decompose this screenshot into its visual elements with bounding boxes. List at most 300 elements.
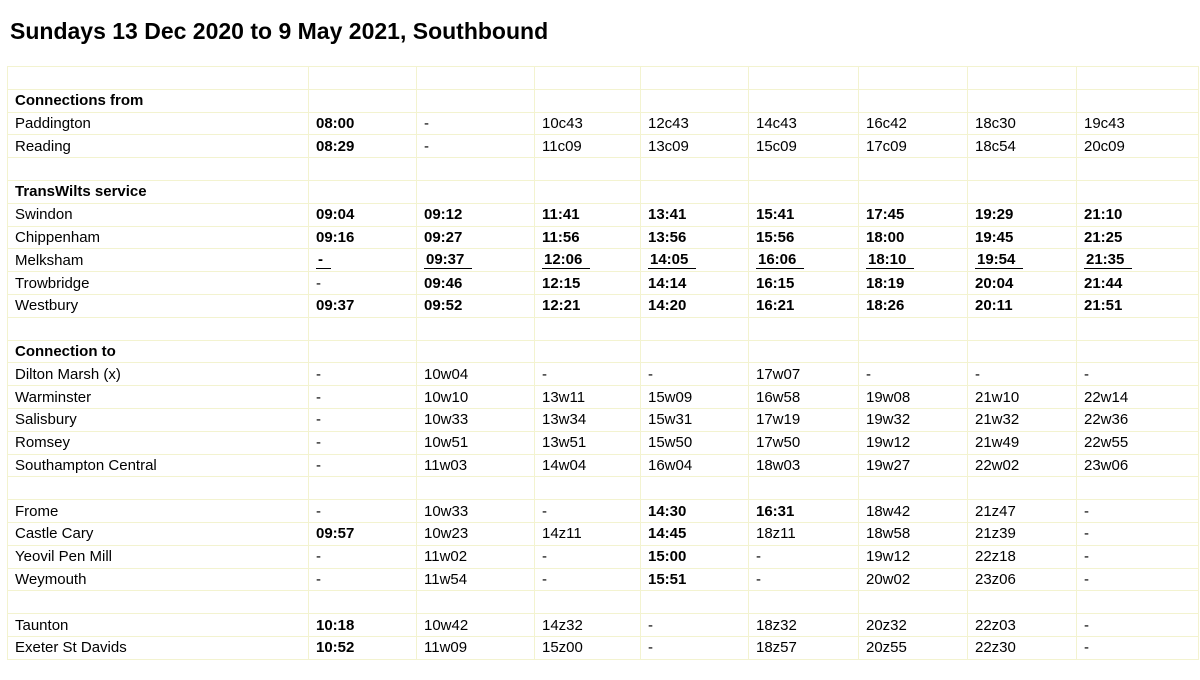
time-value: -: [1084, 639, 1089, 657]
time-value: 16:31: [756, 502, 795, 520]
time-cell: [309, 203, 417, 226]
station-row: [8, 203, 1199, 226]
time-value: 19w08: [866, 388, 911, 406]
time-cell: [749, 431, 859, 454]
empty-cell: [749, 158, 859, 181]
time-value: 15z00: [542, 639, 583, 657]
time-value: 21z39: [975, 525, 1016, 543]
time-value: 20c09: [1084, 137, 1125, 155]
time-cell: [749, 545, 859, 568]
time-value: 13:41: [648, 206, 687, 224]
time-cell: [859, 294, 968, 317]
time-value: -: [756, 548, 761, 566]
time-value: 18z57: [756, 639, 797, 657]
station-name: Swindon: [8, 203, 309, 226]
time-cell: [859, 431, 968, 454]
empty-cell: [535, 158, 641, 181]
time-cell: [641, 203, 749, 226]
time-cell: [968, 431, 1077, 454]
time-cell: [749, 135, 859, 158]
spacer-row: [8, 158, 1199, 181]
time-value: 09:12: [424, 206, 463, 224]
time-cell: [749, 522, 859, 545]
empty-cell: [859, 591, 968, 614]
empty-cell: [968, 158, 1077, 181]
time-value: -: [316, 548, 321, 566]
time-value: 15w09: [648, 388, 693, 406]
time-value: 15w50: [648, 434, 693, 452]
time-cell: [1077, 545, 1199, 568]
time-cell: [749, 272, 859, 295]
time-cell: [309, 500, 417, 523]
time-value: -: [316, 388, 321, 406]
time-value: 14:30: [648, 502, 687, 520]
time-cell: [535, 386, 641, 409]
empty-cell: [535, 67, 641, 90]
time-cell: [859, 112, 968, 135]
time-cell: [641, 636, 749, 659]
station-name: Frome: [8, 500, 309, 523]
station-name: Dilton Marsh (x): [8, 363, 309, 386]
time-value: 18w58: [866, 525, 911, 543]
empty-cell: [309, 340, 417, 363]
time-cell: [1077, 522, 1199, 545]
time-value: -: [316, 456, 321, 474]
time-value: -: [1084, 548, 1089, 566]
time-cell: [309, 363, 417, 386]
time-value: 17c09: [866, 137, 907, 155]
time-value: 13w11: [542, 388, 586, 406]
time-value: -: [648, 639, 653, 657]
station-name: Salisbury: [8, 408, 309, 431]
time-value: 19:29: [975, 206, 1014, 224]
station-name: Weymouth: [8, 568, 309, 591]
time-value: 16c42: [866, 114, 907, 132]
empty-cell: [641, 477, 749, 500]
time-cell: [968, 545, 1077, 568]
time-value: 22z30: [975, 639, 1016, 657]
time-cell: [535, 249, 641, 272]
time-value: 10:52: [316, 639, 355, 657]
time-value: 11w02: [424, 548, 468, 566]
time-value: 15:00: [648, 548, 687, 566]
time-value: 09:37: [424, 252, 472, 269]
time-value: 19w12: [866, 434, 911, 452]
station-row: [8, 545, 1199, 568]
empty-cell: [749, 477, 859, 500]
time-cell: [309, 272, 417, 295]
empty-cell: [749, 180, 859, 203]
empty-cell: [535, 340, 641, 363]
time-cell: [641, 431, 749, 454]
empty-cell: [417, 591, 535, 614]
time-value: 22w36: [1084, 411, 1129, 429]
time-cell: [749, 294, 859, 317]
time-value: 11:41: [542, 206, 580, 224]
time-cell: [309, 614, 417, 637]
time-cell: [1077, 226, 1199, 249]
empty-cell: [8, 158, 309, 181]
time-cell: [968, 249, 1077, 272]
time-value: 11c09: [542, 137, 582, 155]
time-value: 14z32: [542, 616, 583, 634]
station-row: [8, 408, 1199, 431]
time-cell: [859, 568, 968, 591]
time-cell: [1077, 294, 1199, 317]
station-row: [8, 386, 1199, 409]
time-cell: [641, 135, 749, 158]
station-row: [8, 294, 1199, 317]
time-cell: [859, 545, 968, 568]
station-row: [8, 500, 1199, 523]
time-cell: [417, 568, 535, 591]
time-cell: [535, 454, 641, 477]
time-value: -: [1084, 502, 1089, 520]
time-value: 11w54: [424, 570, 468, 588]
time-value: 10w33: [424, 411, 469, 429]
time-cell: [968, 294, 1077, 317]
time-value: -: [316, 365, 321, 383]
time-value: 21:51: [1084, 297, 1123, 315]
time-cell: [749, 454, 859, 477]
station-row: [8, 226, 1199, 249]
empty-cell: [968, 67, 1077, 90]
time-cell: [417, 226, 535, 249]
station-name: Southampton Central: [8, 454, 309, 477]
time-value: 22w55: [1084, 434, 1129, 452]
empty-cell: [859, 180, 968, 203]
time-value: 14z11: [542, 525, 582, 543]
empty-cell: [1077, 317, 1199, 340]
empty-cell: [968, 591, 1077, 614]
time-cell: [417, 522, 535, 545]
station-name: Melksham: [8, 249, 309, 272]
time-value: 10w10: [424, 388, 469, 406]
time-value: 17w07: [756, 365, 801, 383]
time-value: -: [316, 411, 321, 429]
time-value: 16w58: [756, 388, 801, 406]
time-value: 18:19: [866, 274, 905, 292]
time-value: 13:56: [648, 228, 687, 246]
empty-cell: [309, 477, 417, 500]
time-value: -: [648, 365, 653, 383]
station-name: Warminster: [8, 386, 309, 409]
time-cell: [417, 272, 535, 295]
empty-cell: [859, 477, 968, 500]
empty-cell: [309, 180, 417, 203]
time-cell: [535, 294, 641, 317]
time-value: -: [316, 252, 331, 269]
time-cell: [1077, 636, 1199, 659]
time-value: -: [648, 616, 653, 634]
time-value: 15:51: [648, 570, 687, 588]
empty-cell: [641, 89, 749, 112]
time-cell: [641, 249, 749, 272]
time-cell: [968, 203, 1077, 226]
time-value: 10w04: [424, 365, 469, 383]
time-cell: [968, 568, 1077, 591]
time-cell: [749, 363, 859, 386]
empty-cell: [859, 67, 968, 90]
time-value: 18:10: [866, 252, 914, 269]
time-cell: [641, 272, 749, 295]
empty-cell: [749, 591, 859, 614]
empty-cell: [535, 591, 641, 614]
time-cell: [309, 386, 417, 409]
time-cell: [417, 431, 535, 454]
time-cell: [1077, 363, 1199, 386]
time-value: 21:44: [1084, 274, 1123, 292]
time-value: -: [866, 365, 871, 383]
time-cell: [749, 636, 859, 659]
empty-cell: [641, 591, 749, 614]
time-value: 10w23: [424, 525, 469, 543]
time-value: -: [542, 502, 547, 520]
section-header-row: [8, 180, 1199, 203]
empty-cell: [417, 340, 535, 363]
time-value: -: [975, 365, 980, 383]
time-value: 15:56: [756, 228, 795, 246]
time-cell: [859, 636, 968, 659]
time-value: 21w32: [975, 411, 1020, 429]
time-cell: [968, 272, 1077, 295]
empty-cell: [859, 340, 968, 363]
time-cell: [1077, 249, 1199, 272]
empty-cell: [8, 317, 309, 340]
empty-cell: [309, 89, 417, 112]
empty-cell: [859, 317, 968, 340]
time-value: 16:21: [756, 297, 795, 315]
time-value: -: [542, 548, 547, 566]
time-cell: [749, 249, 859, 272]
empty-cell: [535, 317, 641, 340]
time-cell: [417, 386, 535, 409]
time-value: 21w49: [975, 434, 1020, 452]
time-value: 19w12: [866, 548, 911, 566]
time-cell: [859, 386, 968, 409]
time-cell: [968, 522, 1077, 545]
station-row: [8, 454, 1199, 477]
station-row: [8, 636, 1199, 659]
time-cell: [309, 545, 417, 568]
spacer-row: [8, 317, 1199, 340]
time-cell: [859, 249, 968, 272]
station-row: [8, 272, 1199, 295]
time-cell: [535, 135, 641, 158]
time-value: 13w51: [542, 434, 587, 452]
empty-cell: [535, 180, 641, 203]
time-value: 10:18: [316, 616, 355, 634]
time-value: 18c30: [975, 114, 1016, 132]
time-cell: [535, 500, 641, 523]
empty-cell: [309, 158, 417, 181]
empty-cell: [535, 89, 641, 112]
time-cell: [859, 614, 968, 637]
time-value: 09:27: [424, 228, 463, 246]
time-cell: [859, 363, 968, 386]
time-value: 14:20: [648, 297, 687, 315]
time-cell: [859, 226, 968, 249]
empty-cell: [641, 67, 749, 90]
time-value: -: [1084, 365, 1089, 383]
time-value: 13c09: [648, 137, 689, 155]
time-value: -: [316, 434, 321, 452]
empty-cell: [309, 317, 417, 340]
time-cell: [309, 249, 417, 272]
time-cell: [859, 135, 968, 158]
time-value: 10w33: [424, 502, 469, 520]
section-header: TransWilts service: [8, 180, 309, 203]
time-value: 16:15: [756, 274, 795, 292]
time-cell: [641, 614, 749, 637]
empty-cell: [859, 89, 968, 112]
time-cell: [535, 363, 641, 386]
time-value: 16w04: [648, 456, 693, 474]
empty-cell: [1077, 591, 1199, 614]
empty-cell: [309, 591, 417, 614]
time-cell: [535, 408, 641, 431]
time-value: 23z06: [975, 570, 1016, 588]
time-cell: [309, 408, 417, 431]
time-value: -: [424, 137, 429, 155]
time-cell: [641, 454, 749, 477]
time-value: -: [316, 502, 321, 520]
time-value: 20:11: [975, 297, 1013, 315]
time-value: 10w51: [424, 434, 469, 452]
time-cell: [968, 135, 1077, 158]
time-cell: [417, 408, 535, 431]
time-value: 14:14: [648, 274, 687, 292]
empty-cell: [8, 591, 309, 614]
time-cell: [968, 614, 1077, 637]
time-cell: [641, 363, 749, 386]
time-value: 11w03: [424, 456, 468, 474]
time-value: 17:45: [866, 206, 905, 224]
time-value: 20z55: [866, 639, 907, 657]
empty-cell: [749, 67, 859, 90]
time-cell: [309, 112, 417, 135]
time-cell: [749, 408, 859, 431]
time-cell: [417, 249, 535, 272]
time-value: 12:15: [542, 274, 581, 292]
time-value: 19:45: [975, 228, 1014, 246]
time-value: 19w27: [866, 456, 911, 474]
time-value: 18w42: [866, 502, 911, 520]
time-value: 14:45: [648, 525, 687, 543]
section-header-row: [8, 89, 1199, 112]
time-value: -: [424, 114, 429, 132]
time-value: 21w10: [975, 388, 1020, 406]
time-cell: [968, 636, 1077, 659]
station-name: Yeovil Pen Mill: [8, 545, 309, 568]
time-cell: [968, 112, 1077, 135]
time-cell: [309, 454, 417, 477]
time-value: 12:21: [542, 297, 581, 315]
time-value: 11:56: [542, 228, 580, 246]
time-cell: [641, 500, 749, 523]
empty-cell: [1077, 180, 1199, 203]
station-name: Reading: [8, 135, 309, 158]
time-cell: [535, 112, 641, 135]
empty-cell: [641, 180, 749, 203]
time-value: 16:06: [756, 252, 804, 269]
time-value: 09:16: [316, 228, 355, 246]
time-cell: [309, 568, 417, 591]
time-cell: [535, 431, 641, 454]
station-row: [8, 614, 1199, 637]
time-cell: [1077, 135, 1199, 158]
time-cell: [535, 272, 641, 295]
time-cell: [535, 568, 641, 591]
time-cell: [1077, 272, 1199, 295]
time-value: -: [542, 365, 547, 383]
time-cell: [968, 454, 1077, 477]
station-row: [8, 112, 1199, 135]
time-cell: [859, 203, 968, 226]
time-value: -: [316, 570, 321, 588]
time-value: 22z03: [975, 616, 1016, 634]
station-name: Paddington: [8, 112, 309, 135]
empty-cell: [535, 477, 641, 500]
time-cell: [417, 294, 535, 317]
spacer-row: [8, 591, 1199, 614]
time-value: -: [1084, 570, 1089, 588]
time-value: 18z11: [756, 525, 796, 543]
empty-cell: [641, 340, 749, 363]
empty-cell: [417, 317, 535, 340]
time-value: 22w02: [975, 456, 1020, 474]
time-cell: [417, 203, 535, 226]
time-cell: [309, 522, 417, 545]
time-cell: [309, 294, 417, 317]
empty-cell: [8, 477, 309, 500]
time-cell: [859, 408, 968, 431]
empty-cell: [968, 340, 1077, 363]
time-cell: [1077, 112, 1199, 135]
time-cell: [535, 614, 641, 637]
section-header: Connection to: [8, 340, 309, 363]
time-cell: [309, 135, 417, 158]
time-cell: [1077, 568, 1199, 591]
station-row: [8, 249, 1199, 272]
empty-cell: [968, 477, 1077, 500]
station-name: Chippenham: [8, 226, 309, 249]
time-value: 23w06: [1084, 456, 1129, 474]
time-value: 10c43: [542, 114, 583, 132]
time-value: 09:04: [316, 206, 355, 224]
time-cell: [749, 568, 859, 591]
time-cell: [641, 522, 749, 545]
station-name: Romsey: [8, 431, 309, 454]
time-cell: [968, 226, 1077, 249]
time-value: 09:37: [316, 297, 355, 315]
time-value: 14w04: [542, 456, 587, 474]
time-cell: [859, 454, 968, 477]
time-value: 11w09: [424, 639, 468, 657]
time-cell: [1077, 431, 1199, 454]
time-cell: [309, 431, 417, 454]
station-name: Exeter St Davids: [8, 636, 309, 659]
time-cell: [641, 112, 749, 135]
time-cell: [749, 386, 859, 409]
empty-cell: [417, 180, 535, 203]
time-cell: [641, 408, 749, 431]
empty-cell: [1077, 340, 1199, 363]
time-value: 10w42: [424, 616, 469, 634]
time-value: 17w19: [756, 411, 801, 429]
time-value: 17w50: [756, 434, 801, 452]
time-value: 21:35: [1084, 252, 1132, 269]
